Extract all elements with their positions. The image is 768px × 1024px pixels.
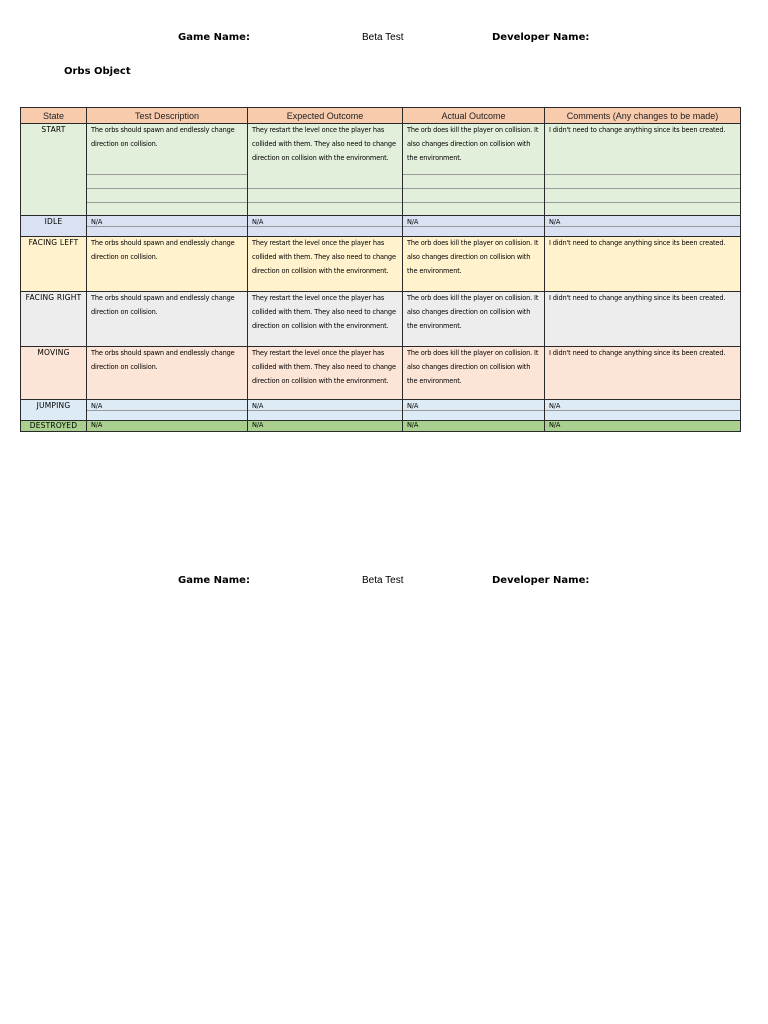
comments-cell [545,124,741,216]
developer-name-label: Developer Name: [492,32,590,43]
state-cell: JUMPING [21,400,87,421]
expected-cell [248,237,403,292]
comments-text: N/A [549,218,561,226]
table-row [21,292,741,347]
actual-text: N/A [407,218,419,226]
state-cell: MOVING [21,347,87,400]
table-row [21,421,741,432]
description-text: The orbs should spawn and endlessly change direction on collision. [91,349,235,371]
actual-text: The orb does kill the player on collision. It also changes direction on collision with the environment. [407,239,539,275]
column-header-comments: Comments (Any changes to be made) [545,108,741,124]
comments-cell [545,347,741,400]
description-cell [87,124,248,216]
table-row [21,237,741,292]
actual-cell [403,237,545,292]
comments-text: I didn't need to change anything since its been created. [549,349,726,357]
expected-text: They restart the level once the player has collided with them. They also need to change direction on collision with the environment. [252,239,396,275]
comments-text: N/A [549,402,561,410]
description-text: The orbs should spawn and endlessly change direction on collision. [91,126,235,148]
column-header-actual-outcome: Actual Outcome [403,108,545,124]
comments-text: I didn't need to change anything since its been created. [549,239,726,247]
column-header-test-description: Test Description [87,108,248,124]
actual-cell [403,216,545,237]
column-header-state: State [21,108,87,124]
description-cell [87,216,248,237]
expected-cell [248,124,403,216]
expected-text: N/A [252,218,264,226]
expected-cell [248,347,403,400]
description-cell [87,237,248,292]
test-table [20,107,741,432]
comments-text: I didn't need to change anything since its been created. [549,126,726,134]
actual-cell [403,347,545,400]
actual-cell [403,292,545,347]
state-cell: IDLE [21,216,87,237]
comments-text: N/A [549,421,561,429]
expected-cell [248,292,403,347]
developer-name-label: Developer Name: [492,575,590,586]
expected-cell [248,421,403,432]
game-name-value: Beta Test [362,575,404,586]
comments-cell [545,400,741,421]
actual-text: N/A [407,402,419,410]
column-header-expected-outcome: Expected Outcome [248,108,403,124]
table-row [21,400,741,421]
comments-cell [545,237,741,292]
table-row [21,124,741,216]
comments-cell [545,421,741,432]
state-cell: FACING LEFT [21,237,87,292]
expected-cell [248,216,403,237]
actual-text: The orb does kill the player on collision. It also changes direction on collision with the environment. [407,126,539,162]
expected-cell [248,400,403,421]
description-text: N/A [91,218,103,226]
expected-text: They restart the level once the player has collided with them. They also need to change direction on collision with the environment. [252,349,396,385]
actual-cell [403,124,545,216]
actual-cell [403,421,545,432]
state-cell: START [21,124,87,216]
description-cell [87,421,248,432]
table-header-row [21,108,741,124]
page-header [0,32,768,52]
description-text: N/A [91,421,103,429]
actual-text: N/A [407,421,419,429]
table-row [21,347,741,400]
expected-text: They restart the level once the player has collided with them. They also need to change direction on collision with the environment. [252,294,396,330]
description-text: N/A [91,402,103,410]
expected-text: They restart the level once the player has collided with them. They also need to change direction on collision with the environment. [252,126,396,162]
expected-text: N/A [252,402,264,410]
actual-text: The orb does kill the player on collision. It also changes direction on collision with the environment. [407,294,539,330]
comments-cell [545,216,741,237]
sheet-title: Orbs Object [64,66,131,77]
description-cell [87,400,248,421]
description-text: The orbs should spawn and endlessly change direction on collision. [91,239,235,261]
description-cell [87,292,248,347]
table-row [21,216,741,237]
actual-cell [403,400,545,421]
description-cell [87,347,248,400]
game-name-label: Game Name: [178,575,250,586]
game-name-value: Beta Test [362,32,404,43]
state-cell: DESTROYED [21,421,87,432]
actual-text: The orb does kill the player on collision. It also changes direction on collision with the environment. [407,349,539,385]
game-name-label: Game Name: [178,32,250,43]
state-cell: FACING RIGHT [21,292,87,347]
description-text: The orbs should spawn and endlessly change direction on collision. [91,294,235,316]
comments-text: I didn't need to change anything since its been created. [549,294,726,302]
page-header-second [0,575,768,595]
expected-text: N/A [252,421,264,429]
comments-cell [545,292,741,347]
